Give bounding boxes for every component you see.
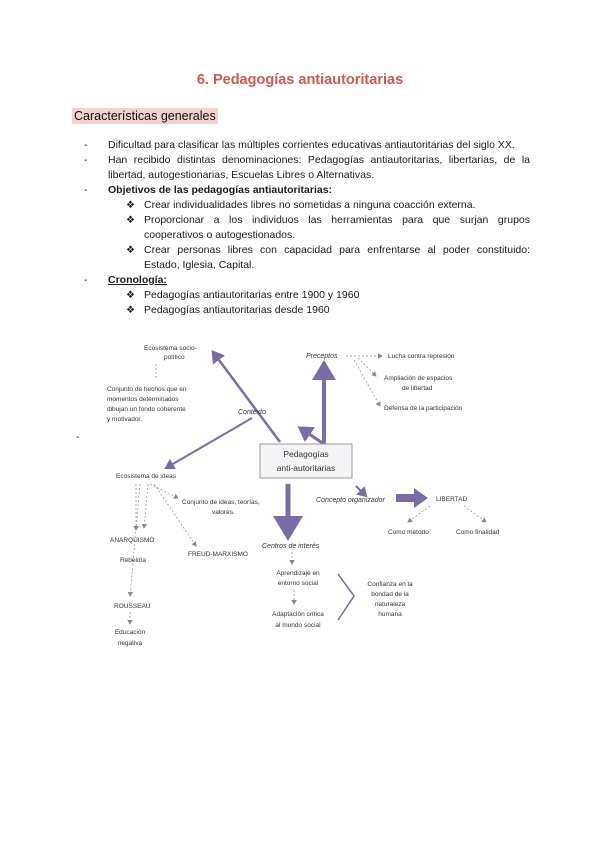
bullet-text: Dificultad para clasificar las múltiples corrientes educativas antiautoritarias del siglo XX. <box>108 139 515 151</box>
aprendizaje-label: Aprendizaje en <box>276 570 320 577</box>
ecosistema-socio-label: político <box>164 354 185 361</box>
diamond-icon: ❖ <box>126 290 135 301</box>
central-label-1: Pedagogías <box>283 449 329 459</box>
sub-bullet <box>84 213 530 243</box>
educacion-label: negativa <box>117 640 143 647</box>
conjunto-hechos-text: dibujan un fondo coherente <box>107 406 186 413</box>
concept-map <box>92 336 512 656</box>
confianza-label: Confianza en la <box>367 581 413 588</box>
bullet-title: Objetivos de las pedagogías antiautoritarias: <box>108 184 333 196</box>
sub-bullet-text: Pedagogías antiautoritarias entre 1900 y 1960 <box>144 289 360 301</box>
sub-bullet <box>84 198 530 213</box>
adaptacion-label: Adaptación crítica <box>272 611 324 618</box>
dashed-arrow <box>408 506 430 522</box>
sub-bullet-text: Proporcionar a los individuos las herramientas para que surjan grupos cooperativos o autogestionados. <box>144 214 530 241</box>
central-label-2: anti-autoritarias <box>276 463 336 473</box>
anarquismo-label: ANARQUISMO <box>110 537 155 544</box>
sub-bullet <box>84 303 530 318</box>
sub-bullet <box>84 288 530 303</box>
adaptacion-label: al mundo social <box>275 622 321 629</box>
conjunto-hechos-text: Conjunto de hechos que en <box>107 386 187 393</box>
sub-bullet-text: Crear individualidades libres no sometidas a ninguna coacción externa. <box>144 199 476 211</box>
arrow-ideas <box>166 418 252 468</box>
dash-marker: - <box>84 274 88 286</box>
diamond-icon: ❖ <box>126 215 135 226</box>
dashed-arrow <box>154 484 196 546</box>
arrow-concepto <box>356 486 366 496</box>
freud-marxismo-label: FREUD-MARXISMO <box>188 551 248 558</box>
aprendizaje-label: entorno social <box>277 580 319 587</box>
sub-bullet-text: Pedagogías antiautoritarias desde 1960 <box>144 304 330 316</box>
dashed-arrow <box>144 484 148 528</box>
page-title: 6. Pedagogías antiautoritarias <box>196 72 404 88</box>
dash-marker: - <box>84 139 88 151</box>
dashed-arrow <box>464 506 486 522</box>
rousseau-label: ROUSSEAU <box>114 603 151 610</box>
libertad-label: LIBERTAD <box>436 496 468 503</box>
confianza-label: naturaleza <box>374 601 406 608</box>
arrow-socio <box>213 352 280 442</box>
bullet-text: Han recibido distintas denominaciones: Pedagogías antiautoritarias, libertarias, de la libertad, autogestionarias, Escuelas Libres o Alternativas. <box>108 154 530 181</box>
dash-marker: - <box>84 154 88 166</box>
ampliacion-label: Ampliación de espacios <box>384 375 453 382</box>
como-finalidad-label: Como finalidad <box>456 529 500 536</box>
bullet-item <box>84 138 530 153</box>
lucha-label: Lucha contra represión <box>388 353 455 360</box>
bullet-title: Cronología: <box>108 274 167 286</box>
contexto-label: Contexto <box>238 409 267 416</box>
arrow-centro-contexto <box>300 428 324 444</box>
concepto-organizador-label: Concepto organizador <box>316 497 385 504</box>
educacion-label: Educación <box>114 629 146 636</box>
bracket <box>338 574 354 620</box>
preceptos-label: Preceptos <box>306 353 338 360</box>
conjunto-ideas-text: valores. <box>212 509 235 516</box>
conjunto-hechos-text: y motivador. <box>107 416 143 423</box>
section-heading: Características generales <box>74 109 216 123</box>
diamond-icon: ❖ <box>126 245 135 256</box>
sub-bullet-text: Crear personas libres con capacidad para enfrentarse al poder constituido: Estado, Iglesia, Capital. <box>144 244 530 271</box>
rebeldia-label: Rebeldía <box>120 557 147 564</box>
block-arrow-icon <box>396 488 428 508</box>
ecosistema-socio-label: Ecosistema socio- <box>144 345 197 352</box>
diamond-icon: ❖ <box>126 200 135 211</box>
conjunto-hechos-text: momentos determinados <box>107 396 179 403</box>
ecosistema-ideas-label: Ecosistema de ideas <box>116 473 176 480</box>
ampliacion-label: de libertad <box>402 385 433 392</box>
como-metodo-label: Como método <box>388 529 429 536</box>
dashed-arrow <box>150 484 178 498</box>
dashed-arrow <box>358 358 376 376</box>
stray-dash: - <box>76 432 80 443</box>
bullet-list <box>84 138 530 318</box>
diamond-icon: ❖ <box>126 305 135 316</box>
confianza-label: humana <box>378 611 402 618</box>
defensa-label: Defensa de la participación <box>384 405 463 412</box>
dash-marker: - <box>84 184 88 196</box>
bullet-item <box>84 153 530 183</box>
sub-bullet <box>84 243 530 273</box>
confianza-label: bondad de la <box>371 591 409 598</box>
conjunto-ideas-text: Conjunto de ideas, teorías, <box>182 499 260 506</box>
bullet-item <box>84 273 530 288</box>
bullet-item <box>84 183 530 198</box>
centros-interes-label: Centros de interés <box>262 543 320 550</box>
